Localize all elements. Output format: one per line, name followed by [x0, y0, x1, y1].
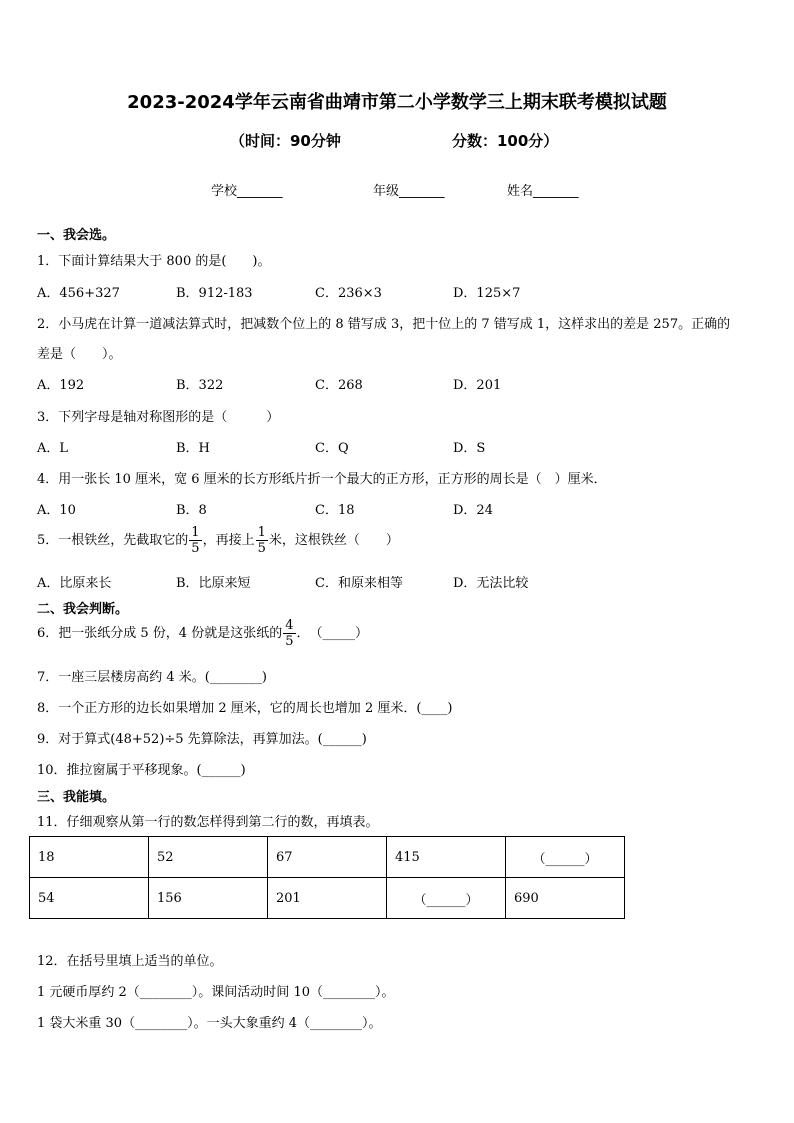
question-9: 9．对于算式(48+52)÷5 先算除法，再算加法。(______) [37, 732, 367, 747]
q5-option-d: D．无法比较 [453, 576, 529, 591]
q1-option-b: B．912-183 [176, 286, 253, 301]
question-12-line-1: 1 元硬币厚约 2（________）。课间活动时间 10（________）。 [37, 985, 395, 1000]
question-5 [37, 526, 399, 555]
question-8: 8．一个正方形的边长如果增加 2 厘米，它的周长也增加 2 厘米．(____) [37, 701, 453, 716]
exam-time: （时间：90分钟 [230, 132, 341, 150]
q2-option-d: D．201 [453, 378, 502, 393]
q5-fraction-2-numerator: 1 [257, 525, 266, 540]
q3-option-a: A．L [37, 441, 69, 456]
q5-fraction-1-denominator: 5 [191, 541, 200, 556]
q3-option-b: B．H [176, 441, 210, 456]
q5-fraction-2 [256, 526, 268, 555]
table-cell: 67 [268, 837, 387, 878]
q6-text-part-1: 6．把一张纸分成 5 份，4 份就是这张纸的 [37, 626, 283, 641]
exam-score: 分数：100分） [452, 132, 559, 150]
q5-text-part-2: ，再接上 [202, 533, 255, 548]
q4-option-a: A．10 [37, 503, 76, 518]
page-title: 2023-2024学年云南省曲靖市第二小学数学三上期末联考模拟试题 [127, 92, 667, 113]
question-2-line-1: 2．小马虎在计算一道减法算式时，把减数个位上的 8 错写成 3，把十位上的 7 错写成 1，这样求出的差是 257。正确的 [37, 317, 731, 332]
table-cell-blank: （______） [387, 878, 506, 919]
name-field: 姓名_______ [507, 184, 579, 199]
q4-option-c: C．18 [315, 503, 355, 518]
question-12: 12．在括号里填上适当的单位。 [37, 954, 223, 969]
question-3: 3．下列字母是轴对称图形的是（ ） [37, 410, 280, 425]
section-heading-2: 二、我会判断。 [37, 602, 129, 617]
question-4: 4．用一张长 10 厘米，宽 6 厘米的长方形纸片折一个最大的正方形，正方形的周长是（ ）厘米． [37, 472, 607, 487]
table-cell: 156 [149, 878, 268, 919]
q5-option-c: C．和原来相等 [315, 576, 403, 591]
q2-option-a: A．192 [37, 378, 85, 393]
table-cell-blank: （______） [506, 837, 625, 878]
question-6 [37, 619, 368, 648]
question-12-line-2: 1 袋大米重 30（________）。一头大象重约 4（________）。 [37, 1016, 382, 1031]
q4-option-d: D．24 [453, 503, 493, 518]
q5-option-b: B．比原来短 [176, 576, 251, 591]
table-row [30, 837, 625, 878]
q1-option-a: A．456+327 [37, 286, 120, 301]
grade-field: 年级_______ [373, 184, 445, 199]
q5-fraction-2-denominator: 5 [257, 541, 266, 556]
table-cell: 201 [268, 878, 387, 919]
q5-text-part-1: 5．一根铁丝，先截取它的 [37, 533, 189, 548]
q5-fraction-1-numerator: 1 [191, 525, 200, 540]
q6-fraction-denominator: 5 [285, 634, 294, 649]
question-10: 10．推拉窗属于平移现象。(______) [37, 763, 246, 778]
question-1: 1．下面计算结果大于 800 的是( )。 [37, 254, 271, 269]
question-2-line-2: 差是（ ）。 [37, 347, 122, 362]
q5-option-a: A．比原来长 [37, 576, 112, 591]
table-cell: 690 [506, 878, 625, 919]
q2-option-c: C．268 [315, 378, 363, 393]
q2-option-b: B．322 [176, 378, 224, 393]
section-heading-3: 三、我能填。 [37, 790, 116, 805]
section-heading-1: 一、我会选。 [37, 228, 116, 243]
q11-table [29, 836, 625, 919]
q6-text-part-2: ． （_____） [296, 626, 369, 641]
q5-text-part-3: 米，这根铁丝（ ） [268, 533, 399, 548]
q3-option-c: C．Q [315, 441, 349, 456]
table-cell: 52 [149, 837, 268, 878]
q4-option-b: B．8 [176, 503, 207, 518]
q5-fraction-1 [189, 526, 201, 555]
table-cell: 54 [30, 878, 149, 919]
question-11: 11．仔细观察从第一行的数怎样得到第二行的数，再填表。 [37, 815, 379, 830]
table-cell: 18 [30, 837, 149, 878]
q1-option-c: C．236×3 [315, 286, 382, 301]
table-cell: 415 [387, 837, 506, 878]
q3-option-d: D．S [453, 441, 486, 456]
q6-fraction [283, 619, 295, 648]
q1-option-d: D．125×7 [453, 286, 521, 301]
table-row [30, 878, 625, 919]
q6-fraction-numerator: 4 [285, 618, 294, 633]
question-7: 7．一座三层楼房高约 4 米。(________) [37, 670, 267, 685]
school-field: 学校_______ [211, 184, 283, 199]
